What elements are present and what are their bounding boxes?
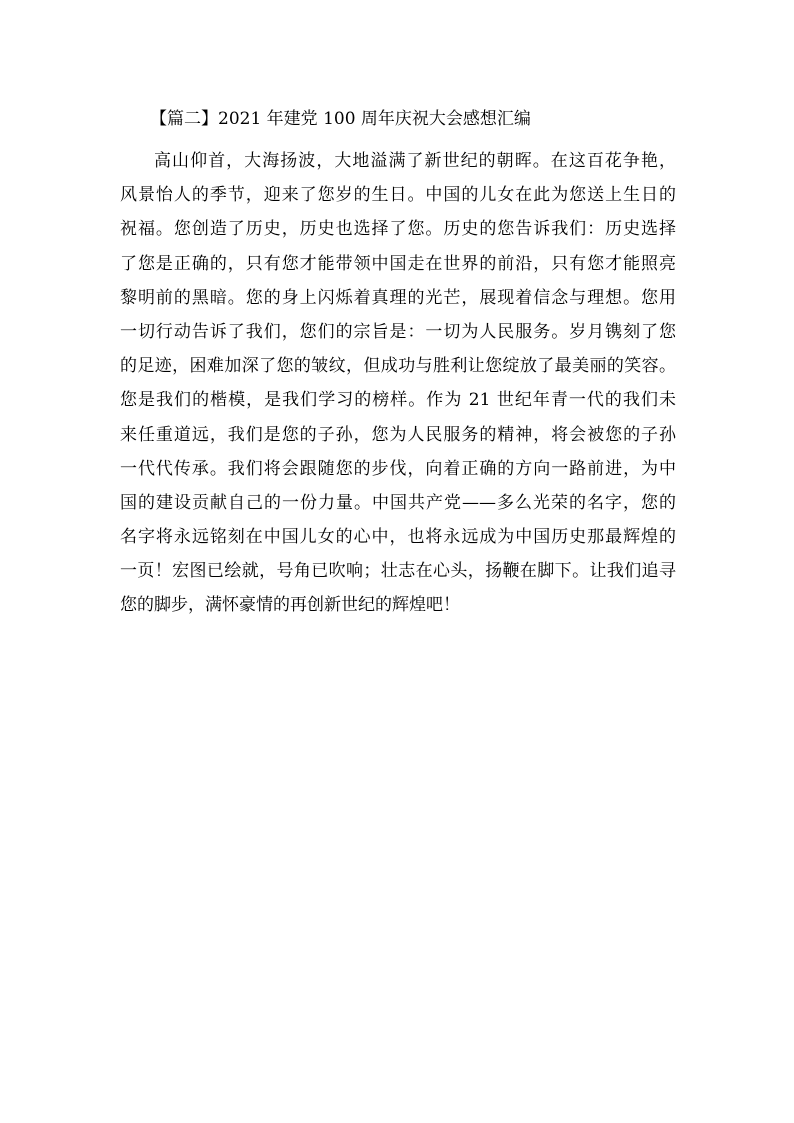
- paragraph-line: 风景怡人的季节，迎来了您岁的生日。中国的儿女在此为您送上生日的: [120, 185, 676, 206]
- paragraph-line: 您的脚步，满怀豪情的再创新世纪的辉煌吧！: [120, 595, 460, 616]
- paragraph-line: 一页！宏图已绘就，号角已吹响；壮志在心头，扬鞭在脚下。让我们追寻: [120, 561, 676, 582]
- document-heading: 【篇二】2021 年建党 100 周年庆祝大会感想汇编: [150, 109, 531, 129]
- document-body: [120, 144, 676, 623]
- paragraph-line: 来任重道远，我们是您的子孙，您为人民服务的精神，将会被您的子孙: [120, 424, 676, 445]
- paragraph-line: 名字将永远铭刻在中国儿女的心中，也将永远成为中国历史那最辉煌的: [120, 527, 676, 548]
- paragraph-line: 的足迹，困难加深了您的皱纹，但成功与胜利让您绽放了最美丽的笑容。: [120, 356, 676, 377]
- paragraph-line: 黎明前的黑暗。您的身上闪烁着真理的光芒，展现着信念与理想。您用: [120, 287, 676, 308]
- paragraph-line: 您是我们的楷模，是我们学习的榜样。作为 21 世纪年青一代的我们未: [120, 390, 676, 411]
- paragraph-line: 祝福。您创造了历史，历史也选择了您。历史的您告诉我们：历史选择: [120, 219, 676, 240]
- paragraph-line: 了您是正确的，只有您才能带领中国走在世界的前沿，只有您才能照亮: [120, 253, 676, 274]
- paragraph-line: 一代代传承。我们将会跟随您的步伐，向着正确的方向一路前进，为中: [120, 458, 676, 479]
- paragraph-line: 国的建设贡献自己的一份力量。中国共产党——多么光荣的名字，您的: [120, 492, 676, 513]
- paragraph-line: 一切行动告诉了我们，您们的宗旨是：一切为人民服务。岁月镌刻了您: [120, 321, 676, 342]
- paragraph-line: 高山仰首，大海扬波，大地溢满了新世纪的朝晖。在这百花争艳，: [154, 151, 676, 171]
